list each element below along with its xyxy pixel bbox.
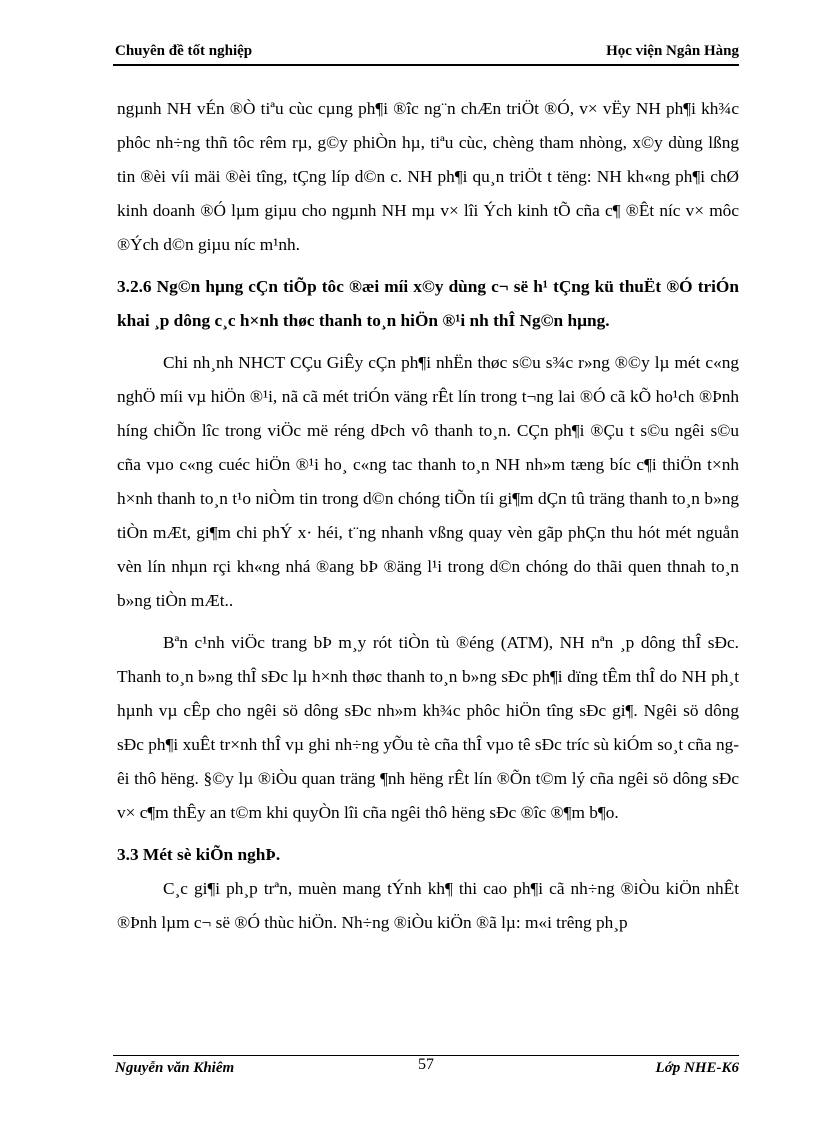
footer-class: Lớp NHE-K6 [655, 1060, 739, 1076]
body-paragraph-4: C¸c gi¶i ph¸p trªn, muèn mang tÝnh kh¶ thi cao ph¶i cã nh÷ng ®iÒu kiÖn nhÊt ®Þnh lµm c¬ së ®Ó thùc hiÖn. Nh÷ng ®iÒu kiÖn ®ã lµ: m«i trêng ph¸p [117, 879, 739, 932]
body-paragraph-3: Bªn c¹nh viÖc trang bÞ m¸y rót tiÒn tù ®éng (ATM), NH nªn ¸p dông thÎ sÐc. Thanh to¸n b»ng thÎ sÐc lµ h×nh thøc thanh to¸n b»ng sÐc ph¶i dïng tÊm thÎ do NH ph¸t hµnh vµ cÊp cho ngêi sö dông sÐc nh»m kh¾c phôc hiÖn tîng sÐc gi¶. Ngêi sö dông sÐc ph¶i xuÊt tr×nh thÎ vµ ghi nh÷ng yÕu tè cña thÎ vµo tê sÐc tríc sù kiÓm so¸t cña ngêi thô hëng. §©y lµ ®iÒu quan träng ¶nh hëng rÊt lín ®Õn t©m lý cña ngêi sö dông sÐc v× c¶m thÊy an t©m khi quyÒn lîi cña ngêi thô hëng sÐc ®îc ®¶m b¶o. [117, 633, 739, 822]
page-number: 57 [418, 1056, 434, 1073]
header-right-title: Học viện Ngân Hàng [606, 43, 739, 59]
header-left-title: Chuyên đề tốt nghiệp [115, 43, 253, 59]
page-footer [113, 1055, 739, 1080]
section-heading-3-2-6: 3.2.6 Ng©n hµng cÇn tiÕp tôc ®æi míi x©y dùng c¬ së h¹ tÇng kü thuËt ®Ó triÓn khai ¸p dông c¸c h×nh thøc thanh to¸n hiÖn ®¹i nh thÎ Ng©n hµng. [117, 277, 739, 330]
body-paragraph-2: Chi nh¸nh NHCT CÇu GiÊy cÇn ph¶i nhËn thøc s©u s¾c r»ng ®©y lµ mét c«ng nghÖ míi vµ hiÖn ®¹i, nã cã mét triÓn väng rÊt lín trong t¬ng lai ®Ó cã kÕ ho¹ch ®Þnh híng chiÕn lîc trong viÖc më réng dÞch vô thanh to¸n. CÇn ph¶i ®Çu t s©u ngêi s©u cña vµo c«ng cuéc hiÖn ®¹i ho¸ c«ng tac thanh to¸n NH nh»m tæng bíc c¶i thiÖn t×nh h×nh thanh to¸n t¹o niÒm tin trong d©n chóng tiÕn tíi gi¶m dÇn tû träng thanh to¸n b»ng tiÒn mÆt, gi¶m chi phÝ x· héi, t¨ng nhanh vßng quay vèn gãp phÇn thu hót mét nguån vèn lín nhµn rçi kh«ng nhá ®ang bÞ ®äng l¹i trong d©n chóng do thãi quen thnah to¸n b»ng tiÒn mÆt.. [117, 353, 739, 610]
footer-author: Nguyễn văn Khiêm [115, 1060, 235, 1076]
page-body [117, 92, 739, 940]
section-heading-3-3: 3.3 Mét sè kiÕn nghÞ. [117, 845, 281, 864]
body-paragraph-1: ngµnh NH vÉn ®Ò tiªu cùc cµng ph¶i ®îc ng¨n chÆn triÖt ®Ó, v× vËy NH ph¶i kh¾c phôc nh÷ng thñ tôc rêm rµ, g©y phiÒn hµ, tiªu cùc, chèng tham nhòng, x©y dùng lßng tin ®èi víi mäi ®èi tîng, tÇng líp d©n c. NH ph¶i qu¸n triÖt t tëng: NH kh«ng ph¶i chØ kinh doanh ®Ó lµm giµu cho ngµnh NH mµ v× lîi Ých kinh tÕ cña c¶ ®Êt níc v× môc ®Ých d©n giµu níc m¹nh. [117, 99, 739, 254]
page-header [113, 40, 739, 66]
